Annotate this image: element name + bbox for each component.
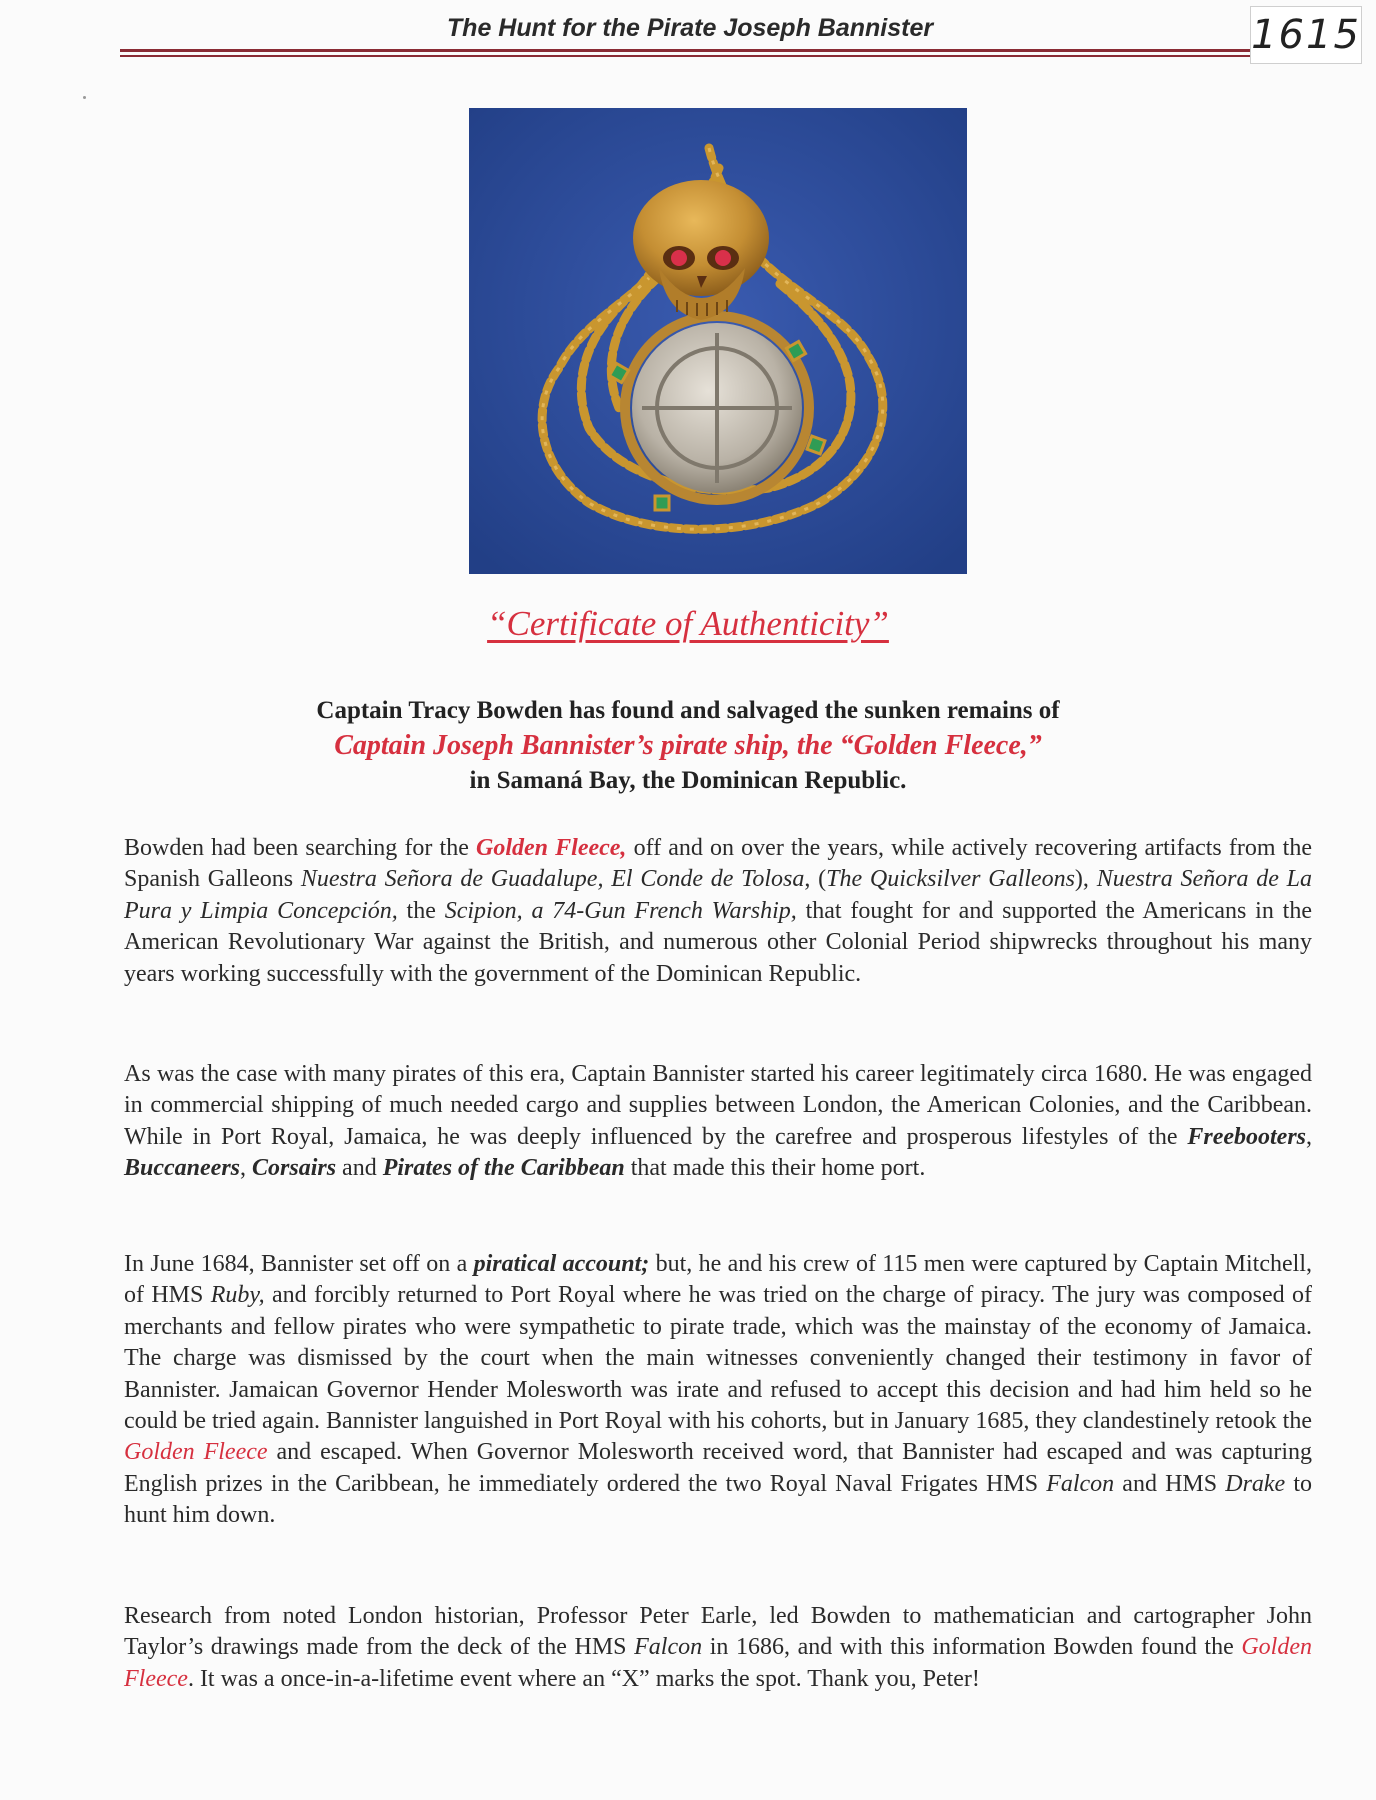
text-run: that fought for and supported the Americans in the American Revolutionary War against the British, and numerous other Colonial Period shipwrecks throughout his many years working successfully with the government of the Dominican Republic. xyxy=(124,897,1312,987)
certificate-title: “Certificate of Authenticity” xyxy=(487,604,889,643)
galleon-names: Nuestra Señora de Guadalupe, El Conde de Tolosa xyxy=(300,866,805,893)
text-run: and escaped. When Governor Molesworth received word, that Bannister had escaped and was capturing English prizes in the Caribbean, he immediately ordered the two Royal Naval Frigates HMS xyxy=(124,1439,1312,1497)
term-freebooters: Freebooters xyxy=(1187,1123,1306,1150)
text-run: . It was a once-in-a-lifetime event where an “X” marks the spot. Thank you, Peter! xyxy=(187,1665,980,1692)
ruby-eye xyxy=(715,250,731,266)
emerald-setting xyxy=(807,436,825,454)
ship-name-golden-fleece: Golden Fleece xyxy=(124,1634,1312,1692)
intro-line-3: in Samaná Bay, the Dominican Republic. xyxy=(469,767,907,794)
text-run: In June 1684, Bannister set off on a xyxy=(124,1251,474,1277)
intro-line-1: Captain Tracy Bowden has found and salvaged the sunken remains of xyxy=(316,697,1060,724)
text-run: but, he and his crew of 115 men were captured by Captain Mitchell, of HMS xyxy=(124,1251,1312,1309)
running-header-title: The Hunt for the Pirate Joseph Bannister xyxy=(446,14,934,42)
text-run: the xyxy=(397,897,445,924)
ship-ruby: Ruby, xyxy=(210,1282,265,1309)
galleon-pura-concepcion: Nuestra Señora de La Pura y Limpia Concepción, xyxy=(124,866,1312,924)
paragraph-research-discovery xyxy=(124,1601,1312,1695)
term-pirates-of-the-caribbean: Pirates of the Caribbean xyxy=(382,1155,625,1182)
paragraph-search-history xyxy=(124,833,1312,990)
text-run: , xyxy=(1306,1123,1312,1150)
ship-scipion: Scipion, a 74-Gun French Warship, xyxy=(444,897,797,924)
ship-drake: Drake xyxy=(1225,1470,1286,1497)
ruby-eye xyxy=(671,250,687,266)
text-run: and forcibly returned to Port Royal where he was tried on the charge of piracy. The jury was composed of merchants and fellow pirates who were sympathetic to pirate trade, which was the mainstay of the economy of Jamaica. The charge was dismissed by the court when the main witnesses conveniently changed their testimony in favor of Bannister. Jamaican Governor Hender Molesworth was irate and refused to accept this decision and had him held so he could be tried again. Bannister languished in Port Royal with his cohorts, but in January 1685, they clandestinely retook the xyxy=(124,1282,1312,1435)
text-run: Research from noted London historian, Professor Peter Earle, led Bowden to mathematician and cartographer John Taylor’s drawings made from the deck of the HMS xyxy=(124,1603,1312,1661)
paragraph-career-origins xyxy=(124,1059,1312,1185)
term-buccaneers: Buccaneers xyxy=(124,1155,240,1182)
text-run: in 1686, and with this information Bowden found the xyxy=(702,1634,1242,1661)
text-run: As was the case with many pirates of this era, Captain Bannister started his career legitimately circa 1680. He was engaged in commercial shipping of much needed cargo and supplies between London, the American Colonies, and the Caribbean. While in Port Royal, Jamaica, he was deeply influenced by the carefree and prosperous lifestyles of the xyxy=(124,1061,1312,1150)
term-piratical-account: piratical account; xyxy=(473,1251,650,1277)
paragraph-capture-and-escape xyxy=(124,1249,1312,1532)
text-run: and xyxy=(336,1155,383,1182)
emerald-setting xyxy=(655,496,669,510)
skull-pendant-photo xyxy=(469,108,967,574)
quicksilver-galleons: The Quicksilver Galleons xyxy=(826,866,1075,893)
text-run: , ( xyxy=(804,866,827,893)
ship-falcon: Falcon xyxy=(1046,1470,1115,1497)
term-corsairs: Corsairs xyxy=(252,1155,337,1182)
ship-name-golden-fleece: Golden Fleece xyxy=(124,1439,268,1466)
text-run: Bowden had been searching for the xyxy=(124,835,477,861)
text-run: and HMS xyxy=(1114,1470,1226,1497)
handwritten-page-number: 1615 xyxy=(1250,6,1362,64)
ship-falcon: Falcon xyxy=(634,1634,703,1661)
header-rule-top xyxy=(120,49,1260,52)
text-run: off and on over the years, while actively recovering artifacts from the Spanish Galleons xyxy=(124,835,1312,893)
text-run: ), xyxy=(1074,866,1097,893)
header-rule-bottom xyxy=(120,55,1260,57)
text-run: , xyxy=(240,1155,252,1182)
ship-name-golden-fleece: Golden Fleece, xyxy=(476,835,627,861)
text-run: to hunt him down. xyxy=(124,1470,1313,1529)
text-run: that made this their home port. xyxy=(624,1155,926,1182)
intro-line-2: Captain Joseph Bannister’s pirate ship, the “Golden Fleece,” xyxy=(334,730,1042,761)
intro-block xyxy=(124,694,1252,798)
scan-speck xyxy=(83,96,86,99)
